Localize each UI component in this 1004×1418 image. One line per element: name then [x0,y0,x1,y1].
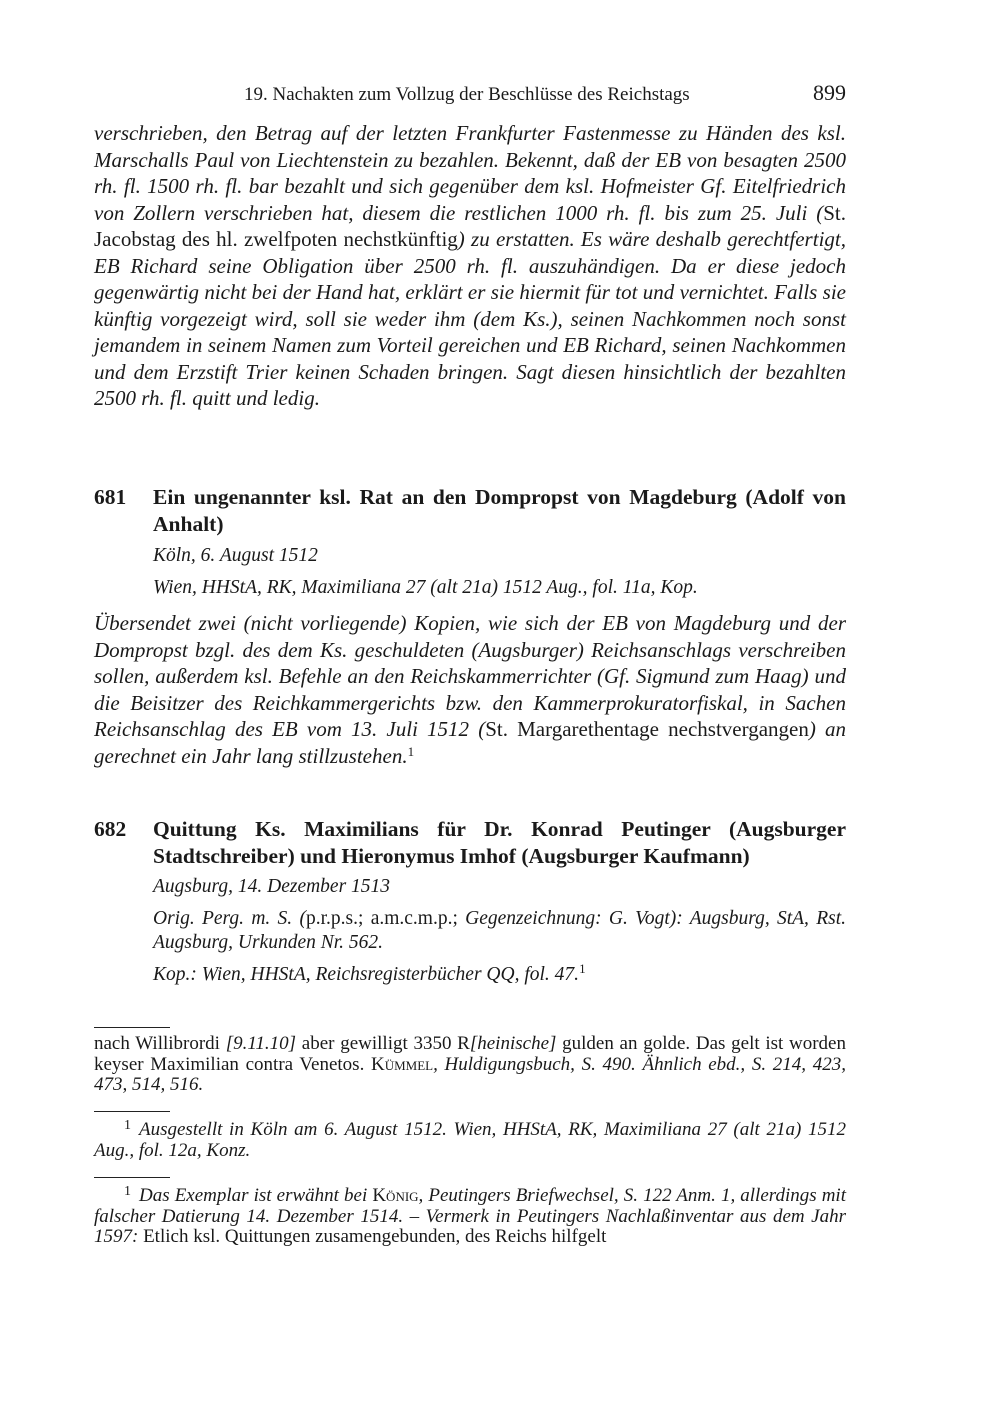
fn-cont-author: Kümmel [371,1053,434,1075]
footnote-681-mark: 1 [124,1118,131,1133]
footnote-rule [94,1111,170,1112]
footnote-682-a: Das Exemplar ist erwähnt bei [139,1185,373,1206]
fn-cont-a: nach Willibrordi [94,1033,226,1054]
entry-681-place-date: Köln, 6. August 1512 [153,545,318,566]
entry-682-heading [94,816,846,872]
footnote-682-mark: 1 [124,1184,131,1199]
entry-681-note-ref[interactable]: 1 [407,743,415,759]
continuation-quote: St. Jacobstag des hl. zwelfpoten nechstkünftig [94,200,846,251]
entry-681-text-a: Übersendet zwei (nicht vorliegende) Kopien, wie sich der EB von Magdeburg und der Dompropst bzgl. des dem Ks. geschuldeten (Augsburger) Reichsanschlags verschreiben sollen, außerdem ksl. Befehle an den Reichskammerrichter (Gf. Sigmund zum Haag) und die Beisitzer des Reichkammergerichts bzw. den Kammerprokuratorfiskal, in Sachen Reichsanschlag des EB vom 13. Juli 1512 ( [94,611,846,741]
continuation-text-c: ) zu erstatten. Es wäre deshalb gerechtfertigt, EB Richard seine Obligation über 2500 rh. fl. auszuhändigen. Da er diese jedoch gegenwärtig nicht bei der Hand hat, erklärt er sie hiermit für tot und vernichtet. Falls sie künftig vorgezeigt wird, soll sie weder ihm (dem Ks.), seinen Nachkommen noch sonst jemandem in seinem Namen zum Vorteil gereichen und EB Richard, seinen Nachkommen und dem Erzstift Trier keinen Schaden bringen. Sagt diesen hinsichtlich der bezahlten 2500 rh. fl. quitt und ledig. [94,227,846,410]
entry-682-orig-b: p.r.p.s.; [305,908,364,929]
entry-681-number: 681 [94,485,127,509]
fn-cont-c: aber gewilligt 3350 R [296,1033,470,1054]
footnote-rule [94,1177,170,1178]
entry-681-regest [94,610,846,769]
entry-681-source: Wien, HHStA, RK, Maximiliana 27 (alt 21a) 1512 Aug., fol. 11a, Kop. [153,577,698,598]
entry-681-quote: St. Margarethentage nechstvergangen [485,717,809,741]
running-head [94,80,846,110]
footnote-682-c: , Peutingers Briefwechsel, S. 122 Anm. 1, allerdings mit falscher Datierung 14. Dezember 1514. – Vermerk in Peutingers Nachlaßinventar aus dem Jahr 1597: [94,1185,846,1247]
continuation-paragraph [94,120,846,412]
running-title: 19. Nachakten zum Vollzug der Beschlüsse des Reichstags [244,84,690,105]
continuation-text-a: verschrieben, den Betrag auf der letzten Frankfurter Fastenmesse zu Händen des ksl. Marschalls Paul von Liechtenstein zu bezahlen. Bekennt, daß der EB von besagten 2500 rh. fl. 1500 rh. fl. bar bezahlt und sich gegenüber dem ksl. Hofmeister Gf. Eitelfriedrich von Zollern verschrieben hat, diesem die restlichen 1000 rh. fl. bis zum 25. Juli ( [94,121,846,225]
entry-682-note-ref[interactable]: 1 [579,961,586,976]
footnote-682-author: König [372,1185,419,1206]
entry-682-place-date: Augsburg, 14. Dezember 1513 [153,876,391,897]
fn-cont-e: gulden an golde. Das gelt ist worden keyser Maximilian contra Venetos. [94,1033,846,1075]
entry-682-title: Quittung Ks. Maximilians für Dr. Konrad Peutinger (Augsburger Stadtschreiber) und Hieronymus Imhof (Augsburger Kaufmann) [153,817,846,868]
entry-681-heading [94,484,846,540]
entry-682-copy [153,963,846,987]
entry-682-orig-d: a.m.c.m.p.; [370,908,458,929]
footnote-681-text: Ausgestellt in Köln am 6. August 1512. Wien, HHStA, RK, Maximiliana 27 (alt 21a) 1512 Aug., fol. 12a, Konz. [94,1119,846,1161]
entry-682-kop: Kop.: Wien, HHStA, Reichsregisterbücher QQ, fol. 47. [153,964,580,985]
entry-682-original [153,907,846,955]
footnote-682 [94,1186,846,1248]
fn-cont-g: , Huldigungsbuch, S. 490. Ähnlich ebd., S. 214, 423, 473, 514, 516. [94,1053,846,1095]
footnote-681 [94,1120,846,1161]
fn-cont-b: [9.11.10] [225,1033,297,1054]
entry-681-text-c: ) an gerechnet ein Jahr lang stillzustehen. [94,717,846,768]
page-number: 899 [813,80,846,105]
footnote-682-quote: Etlich ksl. Quittungen zusamengebunden, des Reichs hilfgelt [143,1226,607,1247]
entry-682-orig-c [363,908,370,929]
entry-682-orig-a: Orig. Perg. m. S. ( [153,908,306,929]
footnote-rule [94,1027,170,1028]
entry-681-title: Ein ungenannter ksl. Rat an den Dompropst von Magdeburg (Adolf von Anhalt) [153,485,846,536]
entry-682-number: 682 [94,817,127,841]
entry-682-orig-e: Gegenzeichnung: G. Vogt): Augsburg, StA, Rst. Augsburg, Urkunden Nr. 562. [153,908,847,953]
footnote-continuation [94,1034,846,1096]
fn-cont-d: [heinische] [469,1033,557,1054]
